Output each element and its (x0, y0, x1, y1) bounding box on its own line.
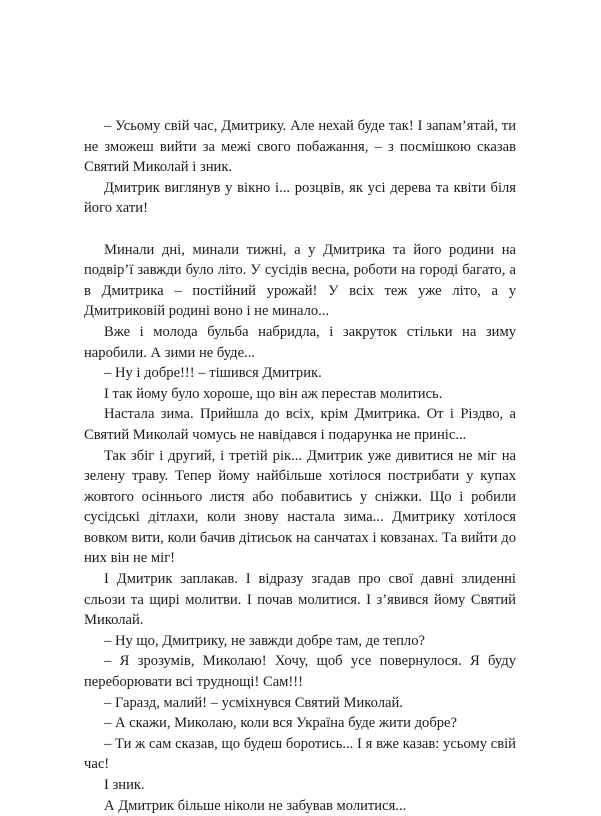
paragraph: – Ну що, Дмитрику, не завжди добре там, де тепло? (104, 632, 425, 649)
paragraph: Дмитрик виглянув у вікно і... розцвів, як усі дерева та квіти біля його хати! (84, 179, 516, 217)
story-text (84, 116, 516, 816)
paragraph: – Усьому свій час, Дмитрику. Але нехай буде так! І запам’ятай, ти не зможеш вийти за межі свого побажання, – з посмішкою сказав Святий Миколай і зник. (84, 118, 516, 176)
paragraph: – Ну і добре!!! – тішився Дмитрик. (104, 365, 322, 382)
paragraph: – А скажи, Миколаю, коли вся Україна буде жити добре? (104, 715, 458, 732)
paragraph: Вже і молода бульба набридла, і закруток стільки на зиму наробили. А зими не буде... (84, 323, 516, 361)
paragraph: Настала зима. Прийшла до всіх, крім Дмитрика. От і Різдво, а Святий Миколай чомусь не навідався і подарунка не приніс... (84, 406, 516, 443)
paragraph: А Дмитрик більше ніколи не забував молитися... (104, 797, 407, 814)
paragraph: – Я зрозумів, Миколаю! Хочу, щоб усе повернулося. Я буду переборювати всі труднощі! Сам!!! (84, 653, 516, 691)
paragraph: Минали дні, минали тижні, а у Дмитрика та його родини на подвір’ї завжди було літо. У сусідів весна, роботи на городі багато, а в Дмитрика – постійний урожай! У всіх теж уже літо, а у Дмитриковій родині воно і не минало... (84, 241, 516, 320)
paragraph: – Гаразд, малий! – усміхнувся Святий Миколай. (104, 694, 403, 711)
paragraph: І так йому було хороше, що він аж перестав молитись. (104, 385, 443, 402)
paragraph: І Дмитрик заплакав. І відразу згадав про свої давні злиденні сльози та щирі молитви. І почав молитися. І з’явився йому Святий Миколай. (84, 571, 516, 629)
paragraph: Так збіг і другий, і третій рік... Дмитрик уже дивитися не міг на зелену траву. Тепер йому найбільше хотілося пострибати у купах жовтого осіннього листя або побавитись у сніжки. Що і робили сусідські дітлахи, коли знову настала зима... Дмитрику хотілося вовком вити, коли бачив дітисьок на санчатах і ковзанах. Та вийти до них він не міг! (84, 447, 516, 567)
paragraph: – Ти ж сам сказав, що будеш боротись... І я вже казав: усьому свій час! (84, 735, 516, 773)
paragraph: І зник. (104, 777, 145, 793)
